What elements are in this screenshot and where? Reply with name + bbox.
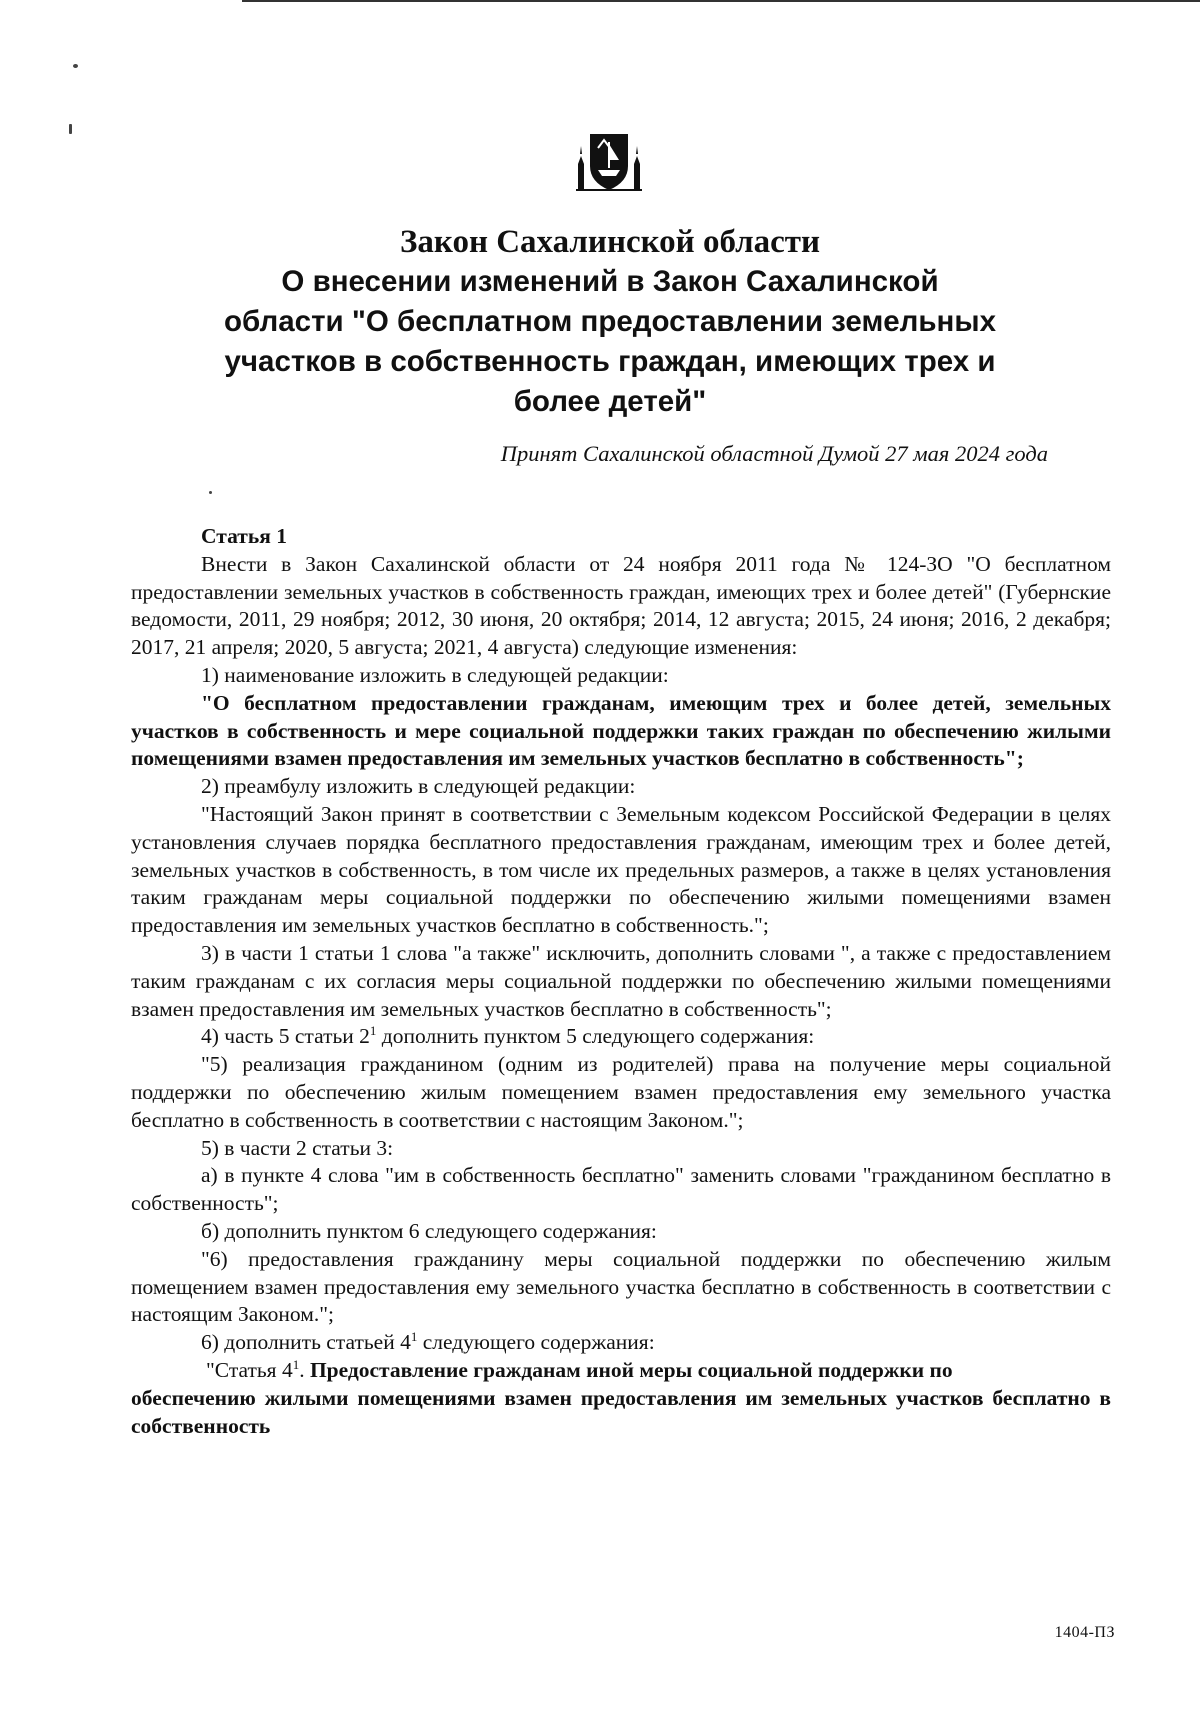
article-intro-paragraph: Внести в Закон Сахалинской области от 24 ноября 2011 года № 124-ЗО "О бесплатном предоставлении земельных участков в собственность граждан, имеющих трех и более детей" (Губернские ведомости, 2011, 29 ноября; 2012, 30 июня, 20 октября; 2014, 12 августа; 2015, 24 июня; 2016, 2 декабря; 2017, 21 апреля; 2020, 5 августа; 2021, 4 августа) следующие изменения: [131,551,1111,660]
title-block [130,222,1090,422]
art4-prefix: "Статья 4 [206,1357,293,1382]
amendment-item-3: 3) в части 1 статьи 1 слова "а также" исключить, дополнить словами ", а также с предоставлением таким гражданам с их согласия меры социальной поддержки по обеспечению жилыми помещениями взамен предоставления им земельных участков бесплатно в собственность"; [131,940,1111,1021]
item4-text-before: 4) часть 5 статьи 2 [201,1024,370,1049]
article-body [131,523,1111,1440]
item4-text-after: дополнить пунктом 5 следующего содержания: [376,1024,815,1049]
amendment-item-6 [131,1329,1111,1357]
item6-superscript: 1 [410,1328,418,1344]
law-subtitle-line: участков в собственность граждан, имеющих трех и [224,345,996,378]
amendment-item-5b: б) дополнить пунктом 6 следующего содержания: [201,1218,657,1243]
item6-text-before: 6) дополнить статьей 4 [201,1330,411,1355]
art4-title-first-line: Предоставление гражданам иной меры социальной поддержки по [309,1357,953,1382]
art4-title-continuation: обеспечению жилыми помещениями взамен предоставления им земельных участков бесплатно в собственность [131,1385,1111,1438]
art4-dot: . [299,1357,310,1382]
new-article-4-1-heading [131,1357,1111,1385]
amendment-item-2: 2) преамбулу изложить в следующей редакции: [201,774,636,799]
preamble-text: "Настоящий Закон принят в соответствии с Земельным кодексом Российской Федерации в целях установления случаев порядка бесплатного предоставления гражданам, имеющим трех и более детей, земельных участков в собственность, в том числе их предельных размеров, а также в целях установления таким гражданам меры социальной поддержки по обеспечению жилыми помещениями взамен предоставления им земельных участков бесплатно в собственность."; [131,801,1111,938]
amendment-item-1: 1) наименование изложить в следующей редакции: [201,662,669,687]
law-subtitle-line: более детей" [513,385,707,418]
scan-speck [209,491,212,494]
amendment-item-5a: а) в пункте 4 слова "им в собственность бесплатно" заменить словами "гражданином бесплатно в собственность"; [131,1163,1111,1216]
top-border-line [242,0,1200,2]
scan-speck [73,64,78,68]
adoption-note: Принят Сахалинской областной Думой 27 мая 2024 года [500,441,1048,466]
item4-superscript: 1 [369,1023,377,1039]
scan-speck [69,124,72,134]
new-law-name-text: "О бесплатном предоставлении гражданам, имеющим трех и более детей, земельных участков в собственность и мере социальной поддержки таких граждан по обеспечению жилыми помещениями взамен предоставления им земельных участков бесплатно в собственность"; [131,690,1111,771]
sakhalin-coat-of-arms-icon [574,126,644,192]
law-subtitle-line: О внесении изменений в Закон Сахалинской [281,265,939,298]
amendment-item-4 [131,1023,1111,1051]
law-title: Закон Сахалинской области [399,224,821,260]
article-heading: Статья 1 [201,524,287,548]
law-subtitle-line: области "О бесплатном предоставлении земельных [224,305,996,338]
document-code: 1404-ПЗ [1054,1624,1115,1641]
item6-text-after: следующего содержания: [417,1330,655,1355]
item4-new-point-text: "5) реализация гражданином (одним из родителей) права на получение меры социальной поддержки по обеспечению жилым помещением взамен предоставления ему земельного участка бесплатно в собственность в соответствии с настоящим Законом."; [131,1052,1111,1132]
item5b-new-point-text: "6) предоставления гражданину меры социальной поддержки по обеспечению жилым помещением взамен предоставления ему земельного участка бесплатно в собственность в соответствии с настоящим Законом."; [131,1246,1111,1327]
art4-superscript: 1 [292,1356,300,1372]
amendment-item-5: 5) в части 2 статьи 3: [201,1135,394,1160]
